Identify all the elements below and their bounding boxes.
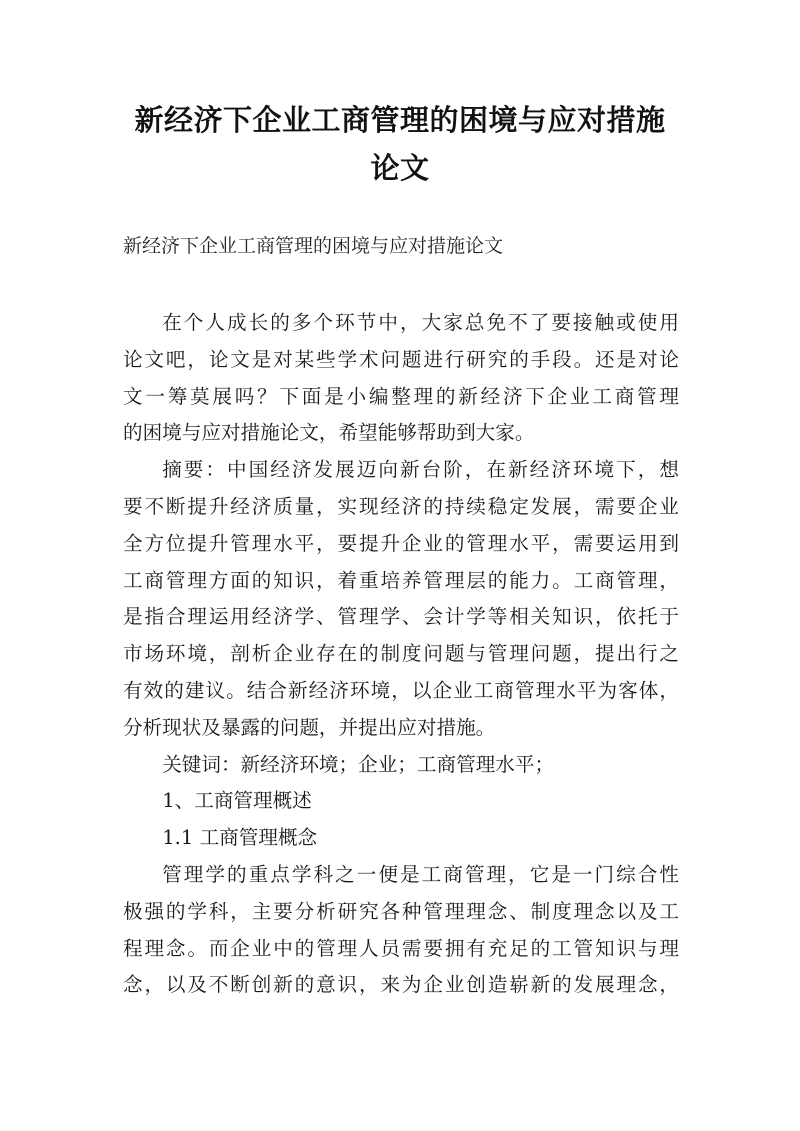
title-line-2: 论文 bbox=[370, 151, 430, 185]
abstract-paragraph bbox=[123, 452, 679, 746]
intro-paragraph bbox=[123, 305, 679, 452]
abstract-line: 市场环境，剖析企业存在的制度问题与管理问题，提出行之 bbox=[123, 642, 679, 666]
document-body bbox=[123, 305, 679, 1004]
concept-line: 念，以及不断创新的意识，来为企业创造崭新的发展理念， bbox=[123, 973, 679, 997]
concept-line: 极强的学科，主要分析研究各种管理理念、制度理念以及工 bbox=[123, 899, 679, 923]
abstract-line: 要不断提升经济质量，实现经济的持续稳定发展，需要企业 bbox=[123, 494, 679, 518]
intro-line: 论文吧，论文是对某些学术问题进行研究的手段。还是对论 bbox=[123, 347, 679, 371]
concept-line: 管理学的重点学科之一便是工商管理，它是一门综合性 bbox=[162, 862, 679, 886]
intro-line: 的困境与应对措施论文，希望能够帮助到大家。 bbox=[123, 421, 535, 445]
intro-line: 文一筹莫展吗？下面是小编整理的新经济下企业工商管理 bbox=[123, 384, 679, 408]
concept-line: 程理念。而企业中的管理人员需要拥有充足的工管知识与理 bbox=[123, 936, 679, 960]
keywords-line: 关键词：新经济环境；企业；工商管理水平； bbox=[162, 752, 555, 776]
intro-line: 在个人成长的多个环节中，大家总免不了要接触或使用 bbox=[162, 311, 679, 334]
document-subtitle: 新经济下企业工商管理的困境与应对措施论文 bbox=[123, 235, 504, 257]
abstract-line: 有效的建议。结合新经济环境，以企业工商管理水平为客体， bbox=[123, 678, 679, 702]
title-line-1: 新经济下企业工商管理的困境与应对措施 bbox=[134, 103, 666, 137]
document-title bbox=[100, 96, 700, 192]
section-heading-1-1: 1.1 工商管理概念 bbox=[162, 826, 318, 850]
abstract-line: 摘要：中国经济发展迈向新台阶，在新经济环境下，想 bbox=[162, 458, 679, 482]
abstract-line: 分析现状及暴露的问题，并提出应对措施。 bbox=[123, 715, 496, 739]
abstract-line: 全方位提升管理水平，要提升企业的管理水平，需要运用到 bbox=[123, 531, 679, 555]
section-heading-1: 1、工商管理概述 bbox=[162, 789, 312, 813]
abstract-line: 是指合理运用经济学、管理学、会计学等相关知识，依托于 bbox=[123, 605, 679, 629]
abstract-line: 工商管理方面的知识，着重培养管理层的能力。工商管理， bbox=[123, 568, 679, 592]
concept-paragraph bbox=[123, 857, 679, 1004]
